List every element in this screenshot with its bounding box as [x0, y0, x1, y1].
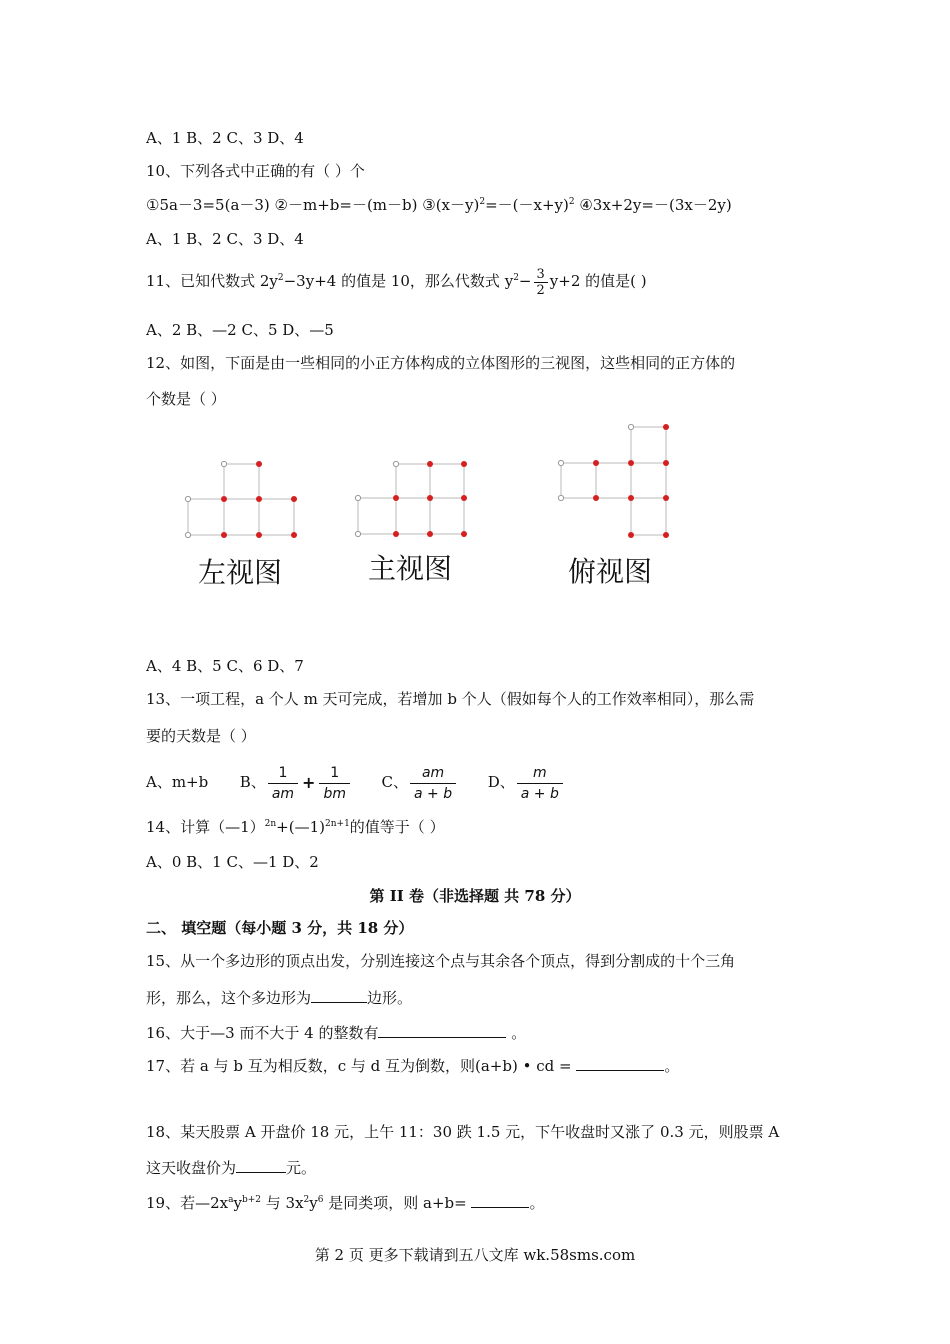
top-view-grid: [561, 427, 666, 535]
q13-line2: 要的天数是（ ）: [146, 727, 256, 745]
q18-line1: 18、某天股票 A 开盘价 18 元，上午 11：30 跌 1.5 元，下午收盘时又涨了 0.3 元，则股票 A: [146, 1123, 780, 1141]
section2-title: 第 II 卷（非选择题 共 78 分）: [369, 887, 581, 905]
q10-stem: 10、下列各式中正确的有（ ）个: [146, 162, 365, 180]
q13-option-a: A、m+b: [146, 773, 209, 791]
q15-answer-blank[interactable]: [311, 988, 367, 1003]
q13-option-d-label: D、: [487, 773, 515, 791]
q17-answer-blank[interactable]: [576, 1056, 664, 1071]
front-view-dots: [355, 461, 467, 537]
q10-items: ①5a－3=5(a－3) ②－m+b=－(m－b) $③(x-y)^2=-(-x+y)^2$ ④3x+2y=－(3x－2y): [146, 196, 732, 214]
page-footer: 第 2 页 更多下载请到五八文库 wk.58sms.com: [314, 1246, 636, 1264]
q15-line1: 15、从一个多边形的顶点出发，分别连接这个点与其余各个顶点，得到分割成的十个三角: [146, 952, 736, 970]
q13-options: A、m+b B、 $\frac{1}{am}$ + $\frac{1}{bm}$ C、 $\frac{am}{a + b}$ D、 $\frac{m}{a + b}$: [146, 760, 565, 805]
left-view-label: 左视图: [198, 556, 283, 589]
q13-line1: 13、一项工程，a 个人 m 天可完成，若增加 b 个人（假如每个人的工作效率相同），那么需: [146, 690, 755, 708]
q13-option-c-label: C、: [381, 773, 409, 791]
top-view-dots: [558, 424, 669, 538]
front-view-grid: [358, 464, 464, 534]
q19-answer-blank[interactable]: [471, 1193, 529, 1208]
q13-option-b-label: B、: [239, 773, 266, 791]
q16-line: 16、大于—3 而不大于 4 的整数有 。: [146, 1024, 527, 1042]
q13-option-c-frac: $\frac{am}{a + b}$: [410, 763, 456, 804]
q12-line1: 12、如图，下面是由一些相同的小正方体构成的立体图形的三视图，这些相同的正方体的: [146, 354, 736, 372]
q15-line2: 形，那么，这个多边形为 边形。: [146, 989, 413, 1007]
q10-options: A、1 B、2 C、3 D、4: [146, 230, 304, 248]
q13-option-b-frac2: $\frac{1}{bm}$: [319, 763, 350, 804]
left-view-grid: [188, 464, 294, 535]
section2-heading: 二、 填空题（每小题 3 分，共 18 分）: [146, 919, 414, 937]
front-view-label: 主视图: [368, 552, 453, 585]
q14-stem: 14、计算（—1）$^{2n}$+(—1)$^{2n+1}$的值等于（ ）: [146, 818, 445, 836]
q13-option-d-frac: $\frac{m}{a + b}$: [517, 763, 563, 804]
q18-line2: 这天收盘价为 元。: [146, 1159, 317, 1177]
q14-options: A、0 B、1 C、—1 D、2: [146, 853, 319, 871]
q11-fraction: $\frac{3}{2}$: [534, 267, 548, 298]
q12-options: A、4 B、5 C、6 D、7: [146, 657, 304, 675]
q17-line: 17、若 a 与 b 互为相反数，c 与 d 互为倒数，则(a+b) • cd = 。: [146, 1057, 680, 1075]
q18-answer-blank[interactable]: [236, 1158, 286, 1173]
q13-option-b-frac1: $\frac{1}{am}$: [268, 763, 298, 804]
q11-stem: 11、已知代数式 $2y^2-3y+4$ 的值是 10，那么代数式 $y^2-$ $\frac{3}{2}$ y+2 的值是( ): [146, 266, 647, 298]
q16-answer-blank[interactable]: [378, 1023, 506, 1038]
q9-options: A、1 B、2 C、3 D、4: [146, 129, 304, 147]
q11-options: A、2 B、—2 C、5 D、—5: [146, 321, 334, 339]
top-view-label: 俯视图: [568, 555, 653, 588]
q19-line: 19、若$—2x^ay^{b+2}$ 与 $3x^2y^6$ 是同类项，则 a+b= 。: [146, 1194, 545, 1212]
q12-line2: 个数是（ ）: [146, 390, 226, 408]
